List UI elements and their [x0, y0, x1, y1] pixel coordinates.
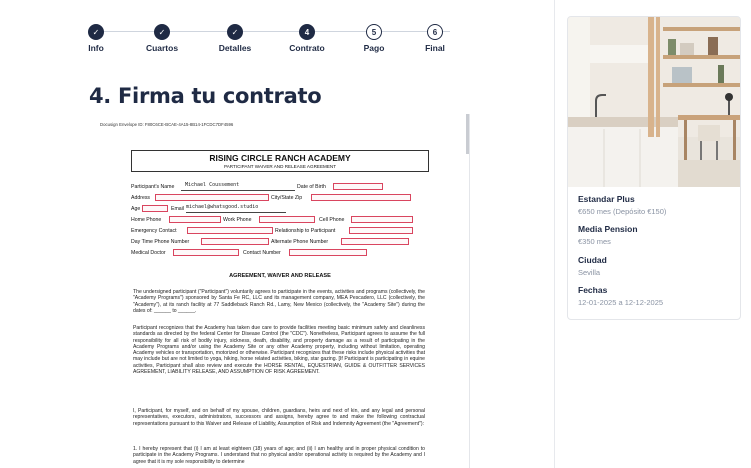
pension-info — [578, 224, 638, 246]
work-phone-field[interactable] — [259, 216, 315, 223]
step-label: Detalles — [218, 43, 252, 53]
check-icon: ✓ — [227, 24, 243, 40]
dates-value: 12-01-2025 a 12-12-2025 — [578, 298, 664, 307]
city-value: Sevilla — [578, 268, 601, 277]
relationship-field[interactable] — [349, 227, 413, 234]
step-number: 5 — [366, 24, 382, 40]
step-final[interactable] — [405, 24, 465, 53]
step-label: Pago — [363, 43, 385, 53]
document-header — [131, 150, 429, 172]
agreement-paragraph: Participant recognizes that the Academy has taken due care to provide facilities meeting basic minimum safety and cleanliness standards as directed by the federal Center for Disease Control (the "CDC"). Nonetheless, Participant agrees to assume the full responsibility for all risk of bodily injury, sickness, death, disability, and property damage as a result of participating in the Academy Programs and/or using the Academy Site or any other Academy property, including without limitation, operating Academy vehicles or transportation, motorized or otherwise. Participant recognizes that these risks include physical activities that may include but are not limited to yoga, hiking, horse related activities, biking, star gazing. [If Participant is participating in equine activities, Participant shall also review and execute the HORSE RENTAL, EQUESTRIAN, GUIDE & OUTFITTER SERVICES AGREEMENT, LIABILITY RELEASE, AND ASSUMPTION OF RISK AGREEMENT. — [133, 325, 425, 376]
underline — [181, 190, 295, 191]
field-label: Email — [171, 206, 184, 212]
step-label: Contrato — [289, 43, 325, 53]
step-pago[interactable] — [344, 24, 404, 53]
step-info[interactable] — [66, 24, 126, 53]
step-number: 6 — [427, 24, 443, 40]
plan-info — [578, 194, 666, 216]
form-row-day-phone — [131, 239, 431, 247]
pension-value: €350 mes — [578, 237, 611, 246]
contact-number-field[interactable] — [289, 249, 367, 256]
step-cuartos[interactable] — [132, 24, 192, 53]
plan-label: Estandar Plus — [578, 194, 635, 204]
step-detalles[interactable] — [205, 24, 265, 53]
email-value: michael@whatsgood.studio — [186, 204, 259, 210]
field-label: Day Time Phone Number — [131, 239, 190, 245]
city-info — [578, 255, 607, 277]
form-row-phones — [131, 217, 431, 225]
participant-name-value: Michael Coussement — [185, 182, 240, 188]
pension-label: Media Pension — [578, 224, 638, 234]
field-label: Age — [131, 206, 141, 212]
step-label: Final — [425, 43, 445, 53]
agreement-paragraph: 1. I hereby represent that (i) I am at least eighteen (18) years of age; and (ii) I am healthy and in proper physical condition to participate in the Academy Programs. I understand that no physical and/or operational activity is required by the Academy and I agree that it is my sole responsibility to determine — [133, 446, 425, 465]
agreement-paragraph: I, Participant, for myself, and on behalf of my spouse, children, guardians, heirs and next of kin, and any legal and personal representatives, executors, administrators, successors and assigns, hereby agree to and make the following contractual representations pursuant to this Waiver and Release of Liability, Assumption of Risk and Indemnity Agreement (the "Agreement"): — [133, 408, 425, 427]
dates-info — [578, 285, 663, 307]
booking-summary-card — [567, 16, 741, 320]
home-phone-field[interactable] — [169, 216, 221, 223]
field-label: Cell Phone — [319, 217, 345, 223]
document-scrollbar[interactable] — [466, 114, 469, 154]
step-contrato[interactable] — [277, 24, 337, 53]
age-field[interactable] — [142, 205, 168, 212]
section-title: AGREEMENT, WAIVER AND RELEASE — [229, 273, 331, 279]
dates-label: Fechas — [578, 285, 608, 295]
plan-value: €650 mes (Depósito €150) — [578, 207, 667, 216]
document-title: RISING CIRCLE RANCH ACADEMY — [209, 153, 351, 163]
field-label: City/State Zip — [271, 195, 303, 201]
field-label: Work Phone — [223, 217, 252, 223]
field-label: Emergency Contact — [131, 228, 177, 234]
day-phone-field[interactable] — [201, 238, 269, 245]
contract-document-viewer[interactable] — [89, 114, 470, 468]
emergency-contact-field[interactable] — [187, 227, 273, 234]
form-row-age-email — [131, 206, 431, 214]
sidebar-divider — [554, 0, 555, 468]
check-icon: ✓ — [88, 24, 104, 40]
document-subtitle: PARTICIPANT WAIVER AND RELEASE AGREEMENT — [223, 164, 337, 169]
field-label: Relationship to Participant — [275, 228, 336, 234]
envelope-id: Docusign Envelope ID: F80C6CE-BCAE-4A15-8B14-1FCDC7DF4596 — [100, 122, 234, 127]
step-number: 4 — [299, 24, 315, 40]
alternate-phone-field[interactable] — [341, 238, 409, 245]
form-row-emergency — [131, 228, 431, 236]
step-label: Cuartos — [145, 43, 179, 53]
agreement-paragraph: The undersigned participant ("Participant") voluntarily agrees to participate in the events, activities and programs (collectively, the "Academy Programs") sponsored by Santa Fe RC, LLC and its management company, MEA Pescadero, LLC (collectively, the "Academy"), at its ranch facility at 77 Saddleback Ranch Rd., Lamy, New Mexico (collectively, the "Academy Site") during the dates of: ______ to ______. — [133, 289, 425, 314]
field-label: Alternate Phone Number — [271, 239, 329, 245]
address-field[interactable] — [155, 194, 269, 201]
field-label: Address — [131, 195, 151, 201]
field-label: Contact Number — [243, 250, 281, 256]
dob-field[interactable] — [333, 183, 383, 190]
field-label: Participant's Name — [131, 184, 175, 190]
check-icon: ✓ — [154, 24, 170, 40]
city-label: Ciudad — [578, 255, 607, 265]
form-row-name — [131, 184, 431, 192]
form-row-address — [131, 195, 431, 203]
field-label: Medical Doctor — [131, 250, 166, 256]
page-title: 4. Firma tu contrato — [89, 84, 322, 108]
form-row-doctor — [131, 250, 431, 258]
progress-stepper — [86, 24, 450, 54]
room-photo — [568, 17, 740, 187]
cell-phone-field[interactable] — [351, 216, 413, 223]
city-state-zip-field[interactable] — [311, 194, 411, 201]
underline — [186, 212, 286, 213]
field-label: Date of Birth — [297, 184, 326, 190]
medical-doctor-field[interactable] — [173, 249, 239, 256]
step-label: Info — [88, 43, 104, 53]
field-label: Home Phone — [131, 217, 162, 223]
